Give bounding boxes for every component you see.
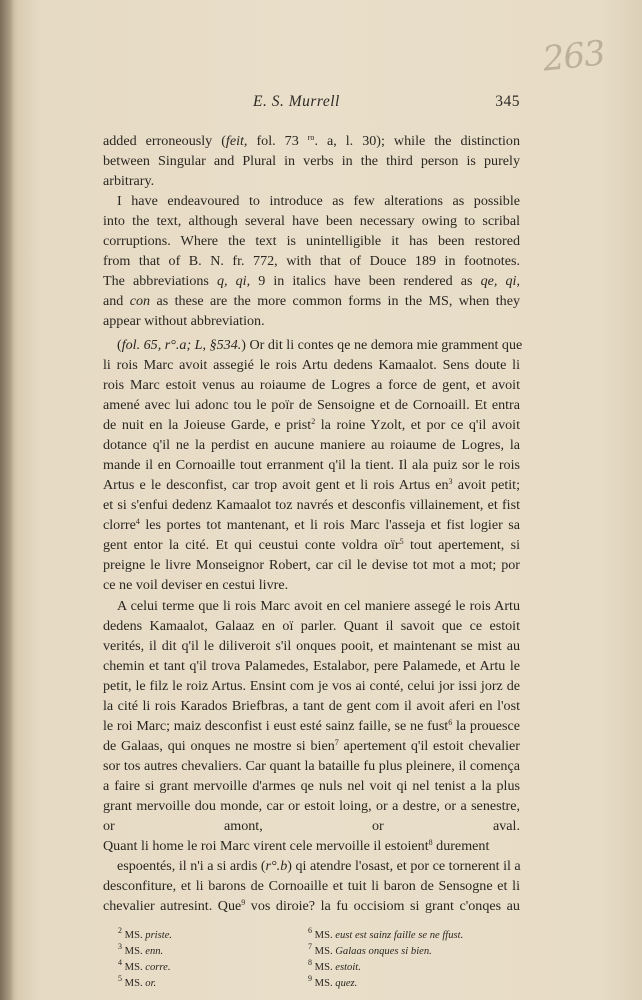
footnote: $^6$ MS. eust est sainz faille se ne ffust.: [308, 926, 464, 941]
text-line: added erroneously (feit, fol. 73 $^{ro}$. a, l. 30); while the distinction: [103, 133, 520, 149]
text-line: desconfiture, et li barons de Cornoaille et tuit li baron de Sensogne et li: [103, 878, 520, 894]
text-line: The abbreviations q, qi, 9 in italics have been rendered as qe, qi,: [103, 273, 520, 289]
page-gutter-shadow: [0, 0, 14, 1000]
text-line: de nuit en la Joieuse Garde, e prist$^2$ la roine Yzolt, et por ce q'il avoit: [103, 417, 520, 433]
text-line: la cité li rois Karados Briefbras, a tant de gent com il avoit aferi en l'ost: [103, 698, 520, 714]
text-line: amené avec lui adonc tou le poïr de Sensoigne et de Cornoaill. Et entra: [103, 397, 520, 413]
text-line: between Singular and Plural in verbs in the third person is purely: [103, 153, 520, 169]
footnote: $^8$ MS. estoit.: [308, 958, 361, 973]
text-line: chevalier autresint. Que$^9$ vos diroie? la fu occisiom si grant c'onqes au: [103, 898, 520, 914]
text-line: li rois Marc avoit assegié le rois Artu dedens Kamaalot. Sens doute li: [103, 357, 520, 373]
text-line: Artus e le desconfist, car trop avoit gent et li rois Artus $en^3$ avoit petit;: [103, 477, 520, 493]
text-line: gent entor la cité. Et qui ceustui conte voldra oïr$^5$ tout apertement, si: [103, 537, 521, 553]
text-line: from that of B. N. fr. 772, with that of Douce 189 in footnotes.: [103, 253, 520, 269]
text-line: ce ne voil deviser en cestui livre.: [103, 577, 289, 593]
footnote: $^9$ MS. quez.: [308, 974, 358, 989]
footnote: $^5$ MS. or.: [118, 974, 157, 989]
text-line: into the text, although several have been necessary owing to scribal: [103, 213, 520, 229]
page-number: 345: [495, 93, 520, 110]
text-line: dotance q'il ne la perdist en aucune maniere au roiaume de Logres, la: [103, 437, 520, 453]
text-line: sor tos autres chevaliers. Car quant la bataille fu plus pleinere, il començа: [103, 758, 520, 774]
text-line: A celui terme que li rois Marc avoit en cel maniere assegé le rois Artu: [117, 598, 520, 614]
text-line: I have endeavoured to introduce as few alterations as possible: [117, 193, 520, 209]
text-line: mande il en Cornoaille tout erranment q'il la tient. Il ala puiz sor le rois: [103, 457, 520, 473]
footnote: $^3$ MS. enn.: [118, 942, 164, 957]
text-line: chemin et tant q'il trova Palamedes, Estalabor, pere Palamede, et Artu le: [103, 658, 520, 674]
text-line: petit, le filz le roiz Artus. Ensint com je vos ai conté, celui jor issi jorz de: [103, 678, 520, 694]
text-line: arbitrary.: [103, 173, 155, 189]
text-line: grant mervoille dou monde, car or estoit loing, or a destre, or a senestre,: [103, 798, 520, 814]
text-line: espoentés, il n'i a si ardis (r°.b) qi atendre l'osast, et por ce tornerent il a: [117, 858, 521, 874]
text-line: le roi Marc; maiz desconfist i eust esté sainz faille, se ne fust$^6$ la prouesce: [103, 718, 520, 734]
footnote: $^4$ MS. corre.: [118, 958, 171, 973]
text-line: verités, il dit q'il le diliveroit s'il onques pooit, et maintenant se mist au: [103, 638, 520, 654]
text-line: rois Marc estoit venus au roiaume de Logres a force de gent, et avoit: [103, 377, 520, 393]
text-line: a faire si grant mervoille d'armes qe nuls nel voit qi nel tenist a la plus: [103, 778, 520, 794]
text-line: et si s'enfui dedenz Kamaalot toz navrés et desconfis villainement, et fist: [103, 497, 520, 513]
running-header-title: E. S. Murrell: [253, 93, 340, 110]
text-line: corruptions. Where the text is unintelligible it has been restored: [103, 233, 520, 249]
text-line: dedens Kamaalot, Galaaz en oï parler. Quant il savoit que ce estoit: [103, 618, 520, 634]
running-header: [103, 93, 520, 117]
text-line: preigne le livre Monseignor Robert, car cil le devise tot mot a mot; por: [103, 557, 520, 573]
text-line: and con as these are the more common forms in the MS, when they: [103, 293, 520, 309]
footnote: $^7$ MS. Galaas onques si bien.: [308, 942, 432, 957]
text-line: de Galaas, qui onques ne mostre si bien$^7$ apertement q'il estoit chevalier: [103, 738, 520, 754]
handwritten-folio-number: 263: [540, 33, 607, 80]
text-line: Quant li home le roi Marc virent cele mervoille il estoient$^8$ durement: [103, 838, 490, 854]
text-line: clorre$^4$ les portes tot mantenant, et li rois Marc l'asseja et fist logier sa: [103, 517, 520, 533]
text-line: (fol. 65, r°.a; L, §534.) Or dit li contes qe ne demora mie gramment que: [117, 337, 523, 353]
footnote: $^2$ MS. priste.: [118, 926, 173, 941]
text-line: appear without abbreviation.: [103, 313, 265, 329]
text-line: or amont, or aval.: [103, 818, 520, 834]
